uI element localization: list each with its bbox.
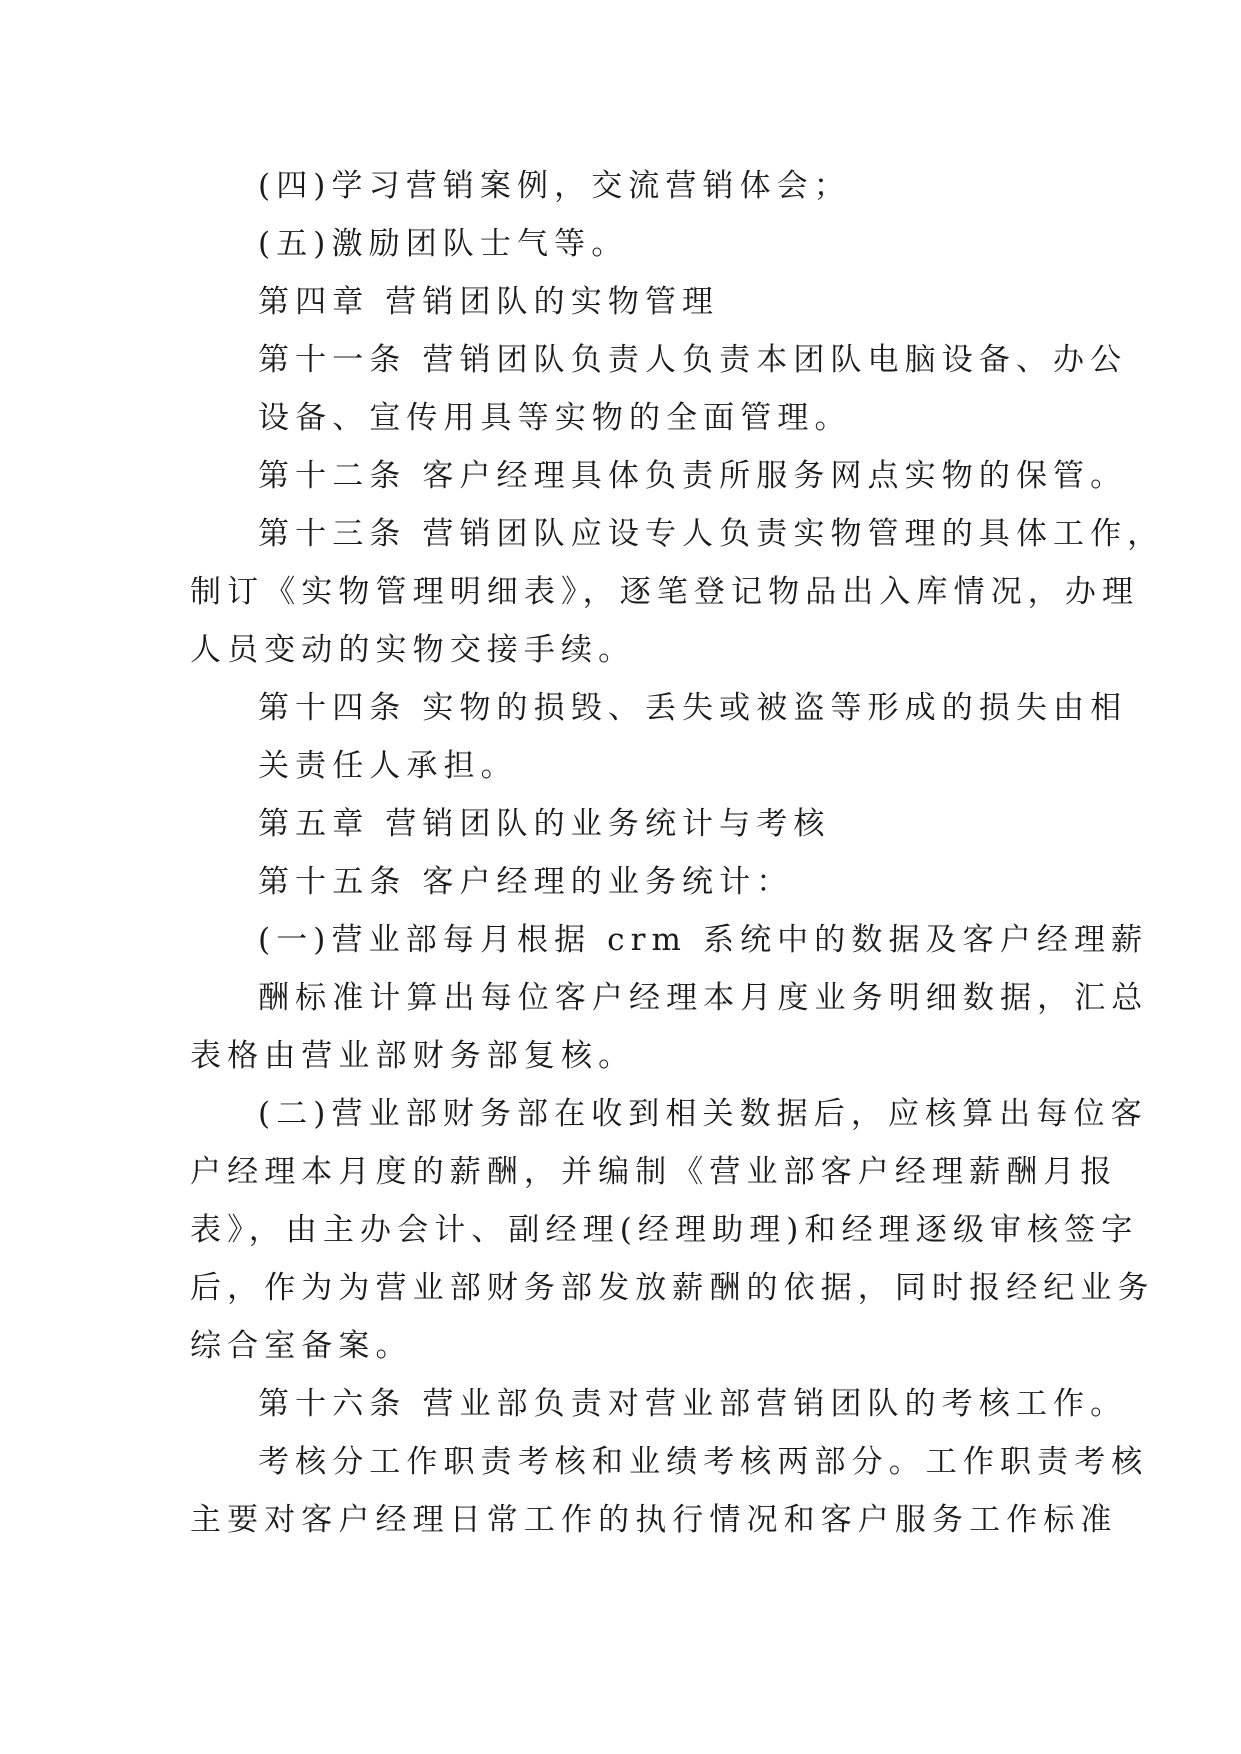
paragraph-line: 后，作为为营业部财务部发放薪酬的依据，同时报经纪业务 — [190, 1270, 1155, 1306]
chapter-heading: 第四章 营销团队的实物管理 — [258, 284, 720, 320]
paragraph-line: 制订《实物管理明细表》，逐笔登记物品出入库情况，办理 — [190, 574, 1140, 610]
chapter-heading: 第五章 营销团队的业务统计与考核 — [258, 806, 831, 842]
paragraph-line: (五)激励团队士气等。 — [258, 226, 629, 262]
paragraph-line: 关责任人承担。 — [258, 748, 518, 784]
paragraph-line: 户经理本月度的薪酬，并编制《营业部客户经理薪酬月报 — [190, 1154, 1118, 1190]
paragraph-line: (四)学习营销案例，交流营销体会； — [258, 168, 851, 204]
paragraph-line: 表》，由主办会计、副经理(经理助理)和经理逐级审核签字 — [190, 1212, 1139, 1248]
paragraph-line: 设备、宣传用具等实物的全面管理。 — [258, 400, 852, 436]
paragraph-line: 第十二条 客户经理具体负责所服务网点实物的保管。 — [258, 458, 1128, 494]
paragraph-line: (二)营业部财务部在收到相关数据后，应核算出每位客 — [258, 1096, 1148, 1132]
paragraph-line: 第十四条 实物的损毁、丢失或被盗等形成的损失由相 — [258, 690, 1128, 726]
paragraph-line: 表格由营业部财务部复核。 — [190, 1038, 636, 1074]
paragraph-line: 考核分工作职责考核和业绩考核两部分。工作职责考核 — [258, 1444, 1149, 1480]
paragraph-line: 第十六条 营业部负责对营业部营销团队的考核工作。 — [258, 1386, 1128, 1422]
paragraph-line: 人员变动的实物交接手续。 — [190, 632, 636, 668]
paragraph-line: 第十三条 营销团队应设专人负责实物管理的具体工作， — [258, 516, 1165, 552]
paragraph-line: 主要对客户经理日常工作的执行情况和客户服务工作标准 — [190, 1502, 1118, 1538]
paragraph-line: 第十五条 客户经理的业务统计： — [258, 864, 794, 900]
paragraph-line: 综合室备案。 — [190, 1328, 413, 1364]
paragraph-line: 第十一条 营销团队负责人负责本团队电脑设备、办公 — [258, 342, 1128, 378]
paragraph-line: 酬标准计算出每位客户经理本月度业务明细数据，汇总 — [258, 980, 1149, 1016]
paragraph-line: (一)营业部每月根据 crm 系统中的数据及客户经理薪 — [258, 922, 1149, 958]
